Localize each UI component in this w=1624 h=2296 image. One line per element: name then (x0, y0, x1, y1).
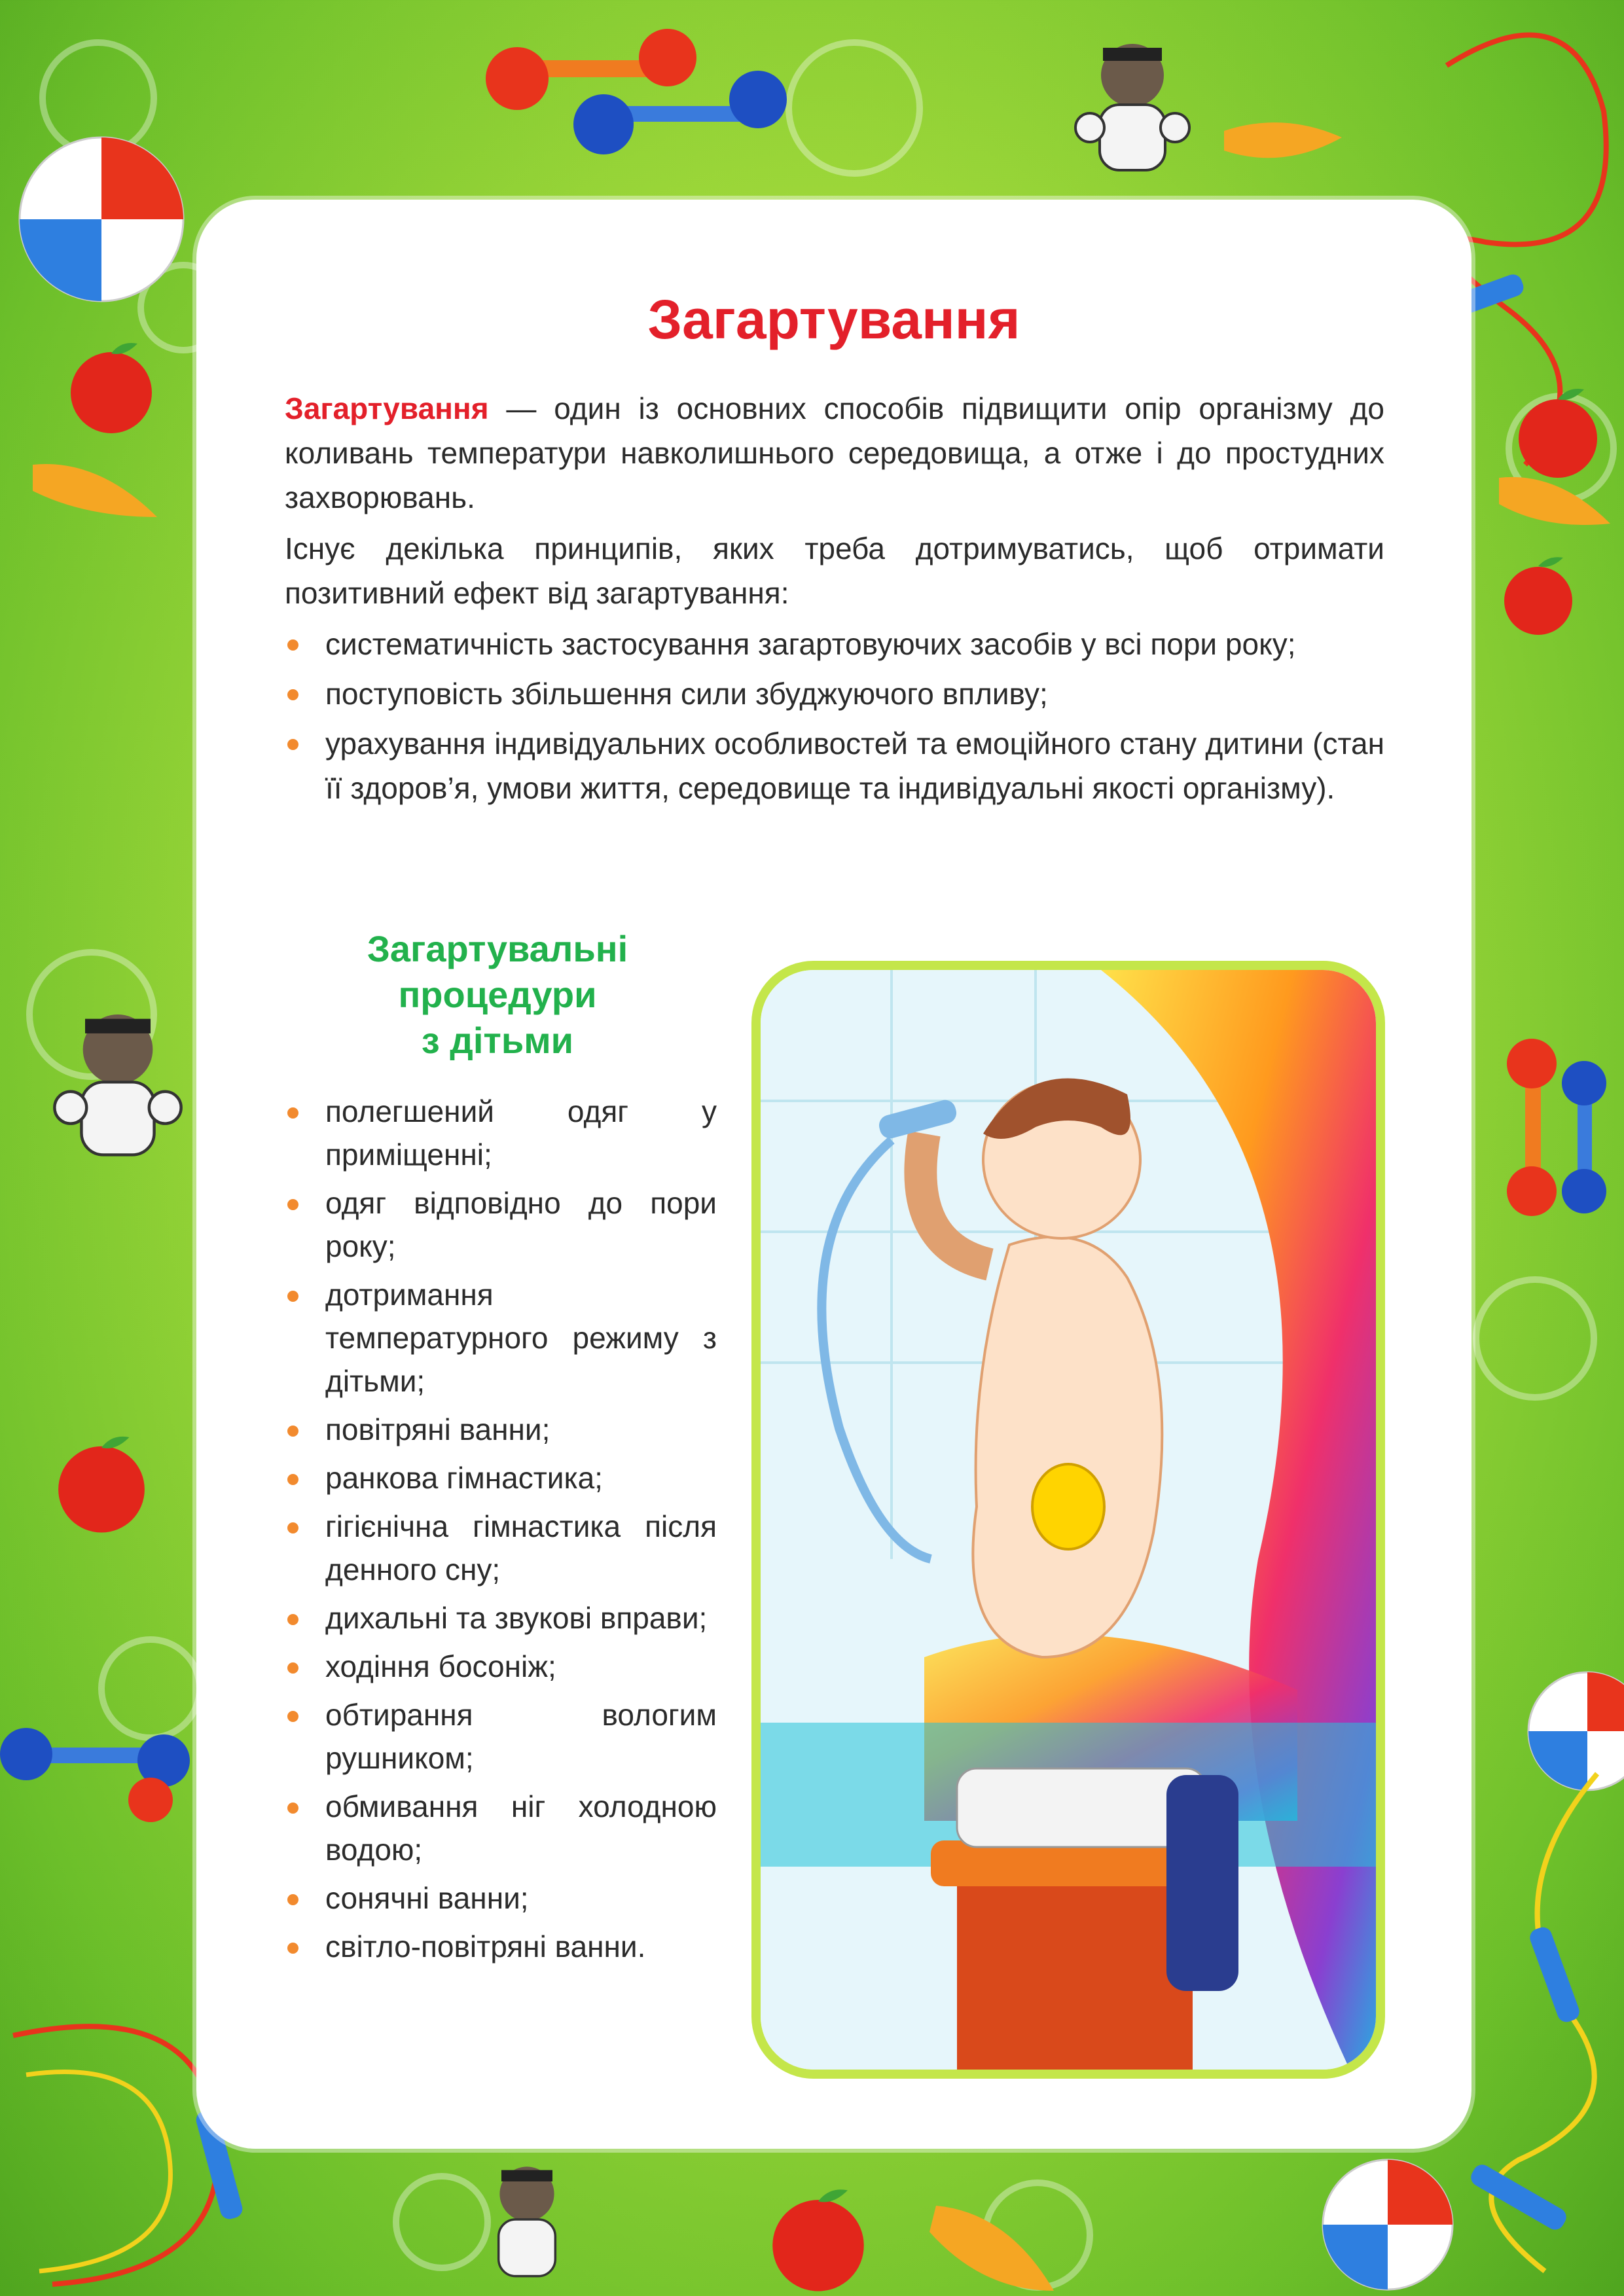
shower-illustration (751, 961, 1385, 2079)
apple-icon (46, 1427, 157, 1538)
list-item: систематичність застосування загартовуючих засобів у всі пори року; (285, 622, 1384, 666)
heading-line: процедури (398, 974, 597, 1015)
list-item: обтирання вологим рушником; (285, 1693, 717, 1780)
definition-paragraph (285, 386, 1384, 520)
dumbbell-icon (0, 1702, 190, 1826)
definition-text: — один із основних способів підвищити опір організму до коливань температури навколишнього середовища, а отже і до простудних захворювань. (285, 391, 1384, 514)
teddy-bear-icon (471, 2160, 583, 2296)
procedures-section (285, 1090, 717, 1973)
list-item: поступовість збільшення сили збуджуючого впливу; (285, 672, 1384, 716)
principles-list (285, 622, 1384, 810)
dumbbell-icon (569, 65, 792, 157)
procedures-list (285, 1090, 717, 1968)
carrot-icon (1218, 105, 1348, 177)
apple-icon (59, 334, 164, 439)
list-item: обмивання ніг холодною водою; (285, 1785, 717, 1871)
list-item: ходіння босоніж; (285, 1645, 717, 1688)
list-item: сонячні ванни; (285, 1876, 717, 1920)
procedures-heading (285, 926, 710, 1064)
page-title: Загартування (647, 289, 1020, 350)
list-item: світло-повітряні ванни. (285, 1925, 717, 1968)
list-item: дихальні та звукові вправи; (285, 1596, 717, 1640)
list-item: гігієнічна гімнастика після денного сну; (285, 1505, 717, 1591)
beach-ball-icon (1316, 2153, 1460, 2296)
defined-term: Загартування (285, 391, 489, 425)
beach-ball-icon (13, 131, 190, 308)
heading-line: Загартувальні (367, 928, 628, 969)
list-item: полегшений одяг у приміщенні; (285, 1090, 717, 1176)
teddy-bear-icon (52, 1001, 183, 1185)
carrot-icon (1492, 458, 1617, 537)
apple-icon (1492, 550, 1584, 641)
list-item: повітряні ванни; (285, 1408, 717, 1451)
dumbbell-icon (1486, 1034, 1623, 1230)
list-item: урахування індивідуальних особливостей та емоційного стану дитини (стан її здоров’я, умови життя, середовище та індивідуальні якості організму). (285, 721, 1384, 810)
apple-icon (759, 2173, 877, 2296)
teddy-bear-icon (1074, 36, 1191, 193)
principles-lead: Існує декілька принципів, яких треба дотримуватись, щоб отримати позитивний ефект від загартування: (285, 531, 1384, 610)
intro-section (285, 386, 1384, 816)
list-item: одяг відповідно до пори року; (285, 1181, 717, 1268)
list-item: дотримання температурного режиму з дітьми; (285, 1273, 717, 1403)
carrot-icon (923, 2193, 1067, 2296)
list-item: ранкова гімнастика; (285, 1456, 717, 1499)
heading-line: з дітьми (421, 1020, 574, 1061)
carrot-icon (26, 445, 164, 530)
